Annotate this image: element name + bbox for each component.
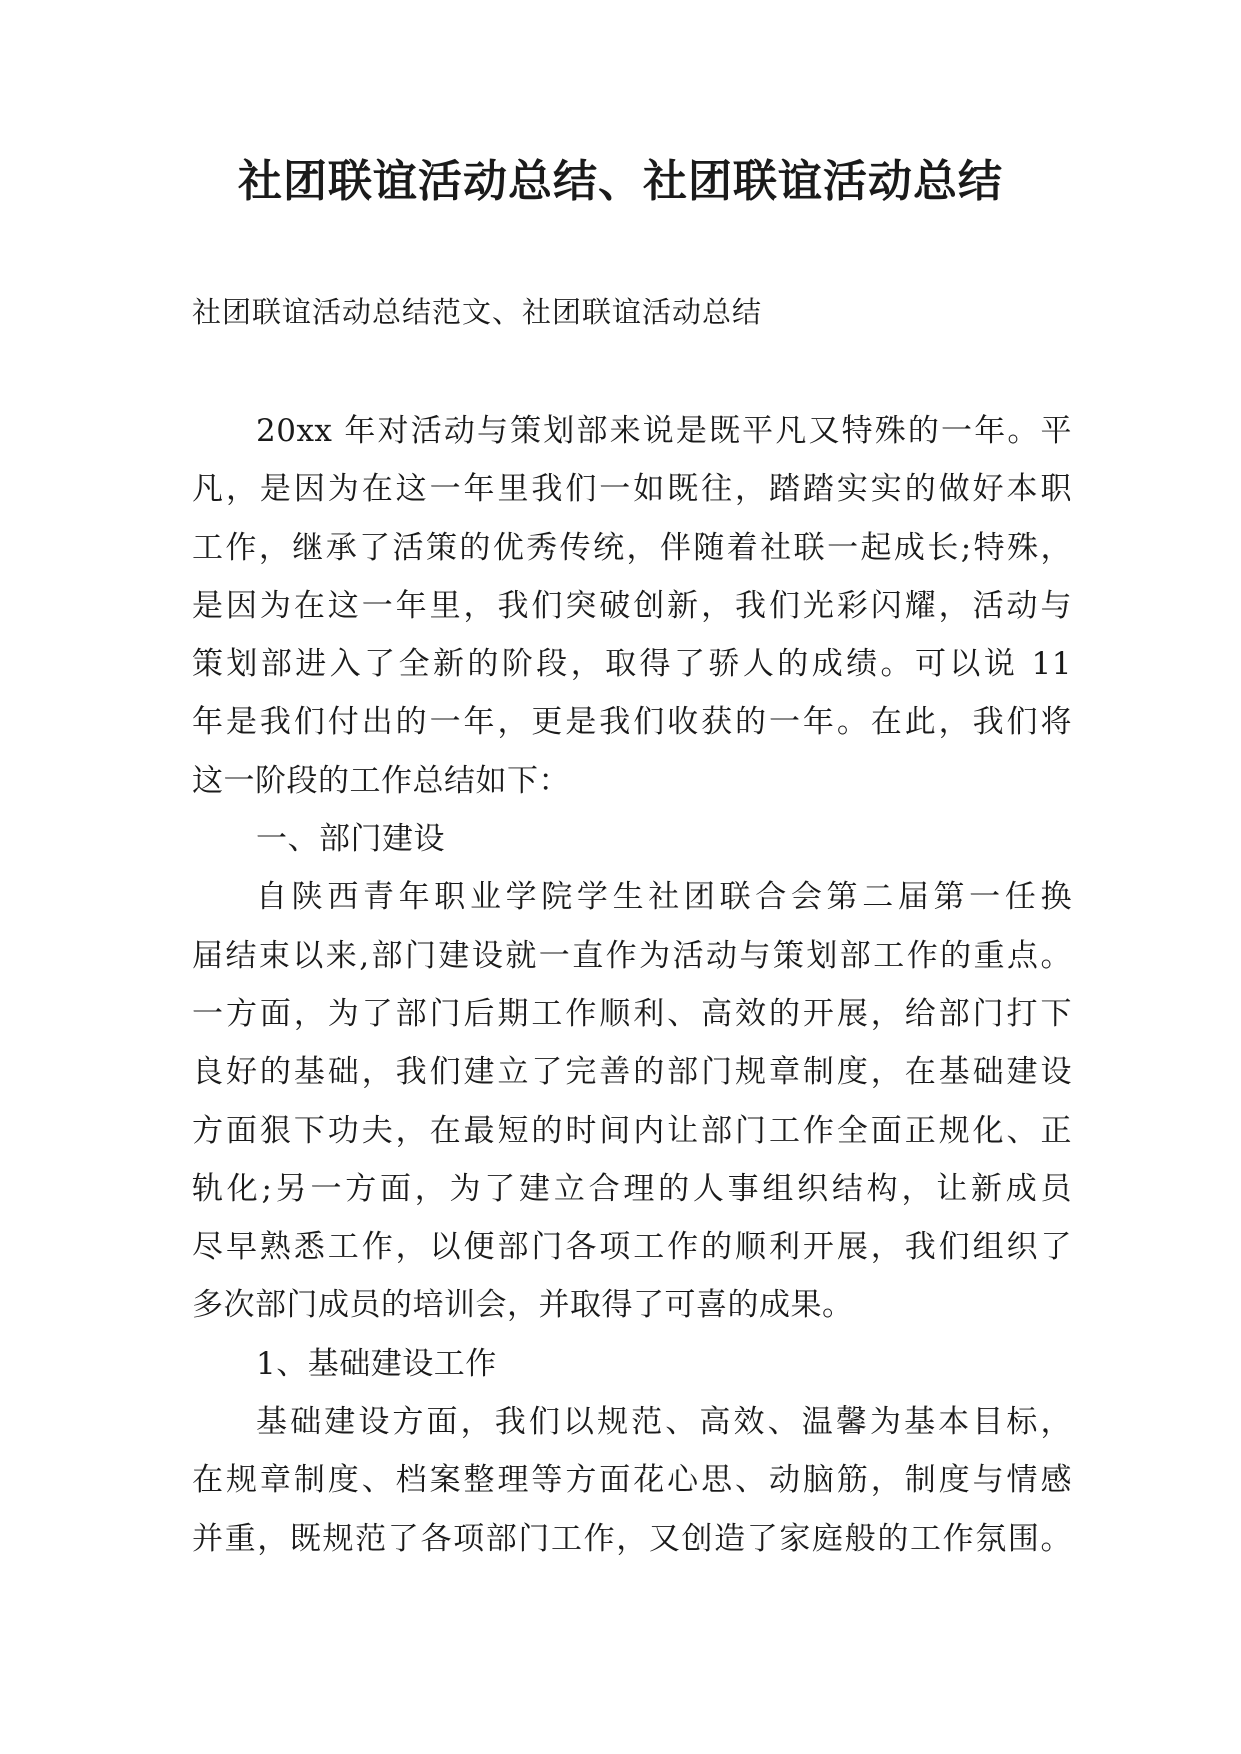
text-line: 工作，继承了活策的优秀传统，伴随着社联一起成长;特殊， [192,529,1072,566]
text-line: 届结束以来,部门建设就一直作为活动与策划部工作的重点。 [192,937,1072,974]
text-line: 是因为在这一年里，我们突破创新，我们光彩闪耀，活动与 [192,587,1072,624]
text-line: 方面狠下功夫，在最短的时间内让部门工作全面正规化、正 [192,1112,1072,1149]
text-line: 基础建设方面，我们以规范、高效、温馨为基本目标， [256,1404,1072,1441]
text-line: 年是我们付出的一年，更是我们收获的一年。在此，我们将 [192,704,1072,741]
text-line: 良好的基础，我们建立了完善的部门规章制度，在基础建设 [192,1054,1072,1091]
text-line: 一方面，为了部门后期工作顺利、高效的开展，给部门打下 [192,995,1072,1032]
text-line: 在规章制度、档案整理等方面花心思、动脑筋，制度与情感 [192,1462,1072,1499]
text-line: 多次部门成员的培训会，并取得了可喜的成果。 [192,1287,854,1324]
text-line: 一、部门建设 [256,821,445,858]
text-line: 策划部进入了全新的阶段，取得了骄人的成绩。可以说 11 [192,646,1072,683]
document-title: 社团联谊活动总结、社团联谊活动总结 [238,156,1003,207]
document-subtitle: 社团联谊活动总结范文、社团联谊活动总结 [192,295,763,329]
text-line: 20xx 年对活动与策划部来说是既平凡又特殊的一年。平 [256,413,1072,449]
document-body [192,402,1072,1568]
text-line: 凡，是因为在这一年里我们一如既往，踏踏实实的做好本职 [192,471,1072,508]
text-line: 并重，既规范了各项部门工作，又创造了家庭般的工作氛围。 [192,1520,1072,1557]
text-line: 自陕西青年职业学院学生社团联合会第二届第一任换 [256,879,1072,916]
text-line: 这一阶段的工作总结如下： [192,762,570,799]
text-line: 1、基础建设工作 [256,1345,497,1382]
text-line: 尽早熟悉工作，以便部门各项工作的顺利开展，我们组织了 [192,1229,1072,1266]
text-line: 轨化;另一方面，为了建立合理的人事组织结构，让新成员 [192,1170,1072,1207]
